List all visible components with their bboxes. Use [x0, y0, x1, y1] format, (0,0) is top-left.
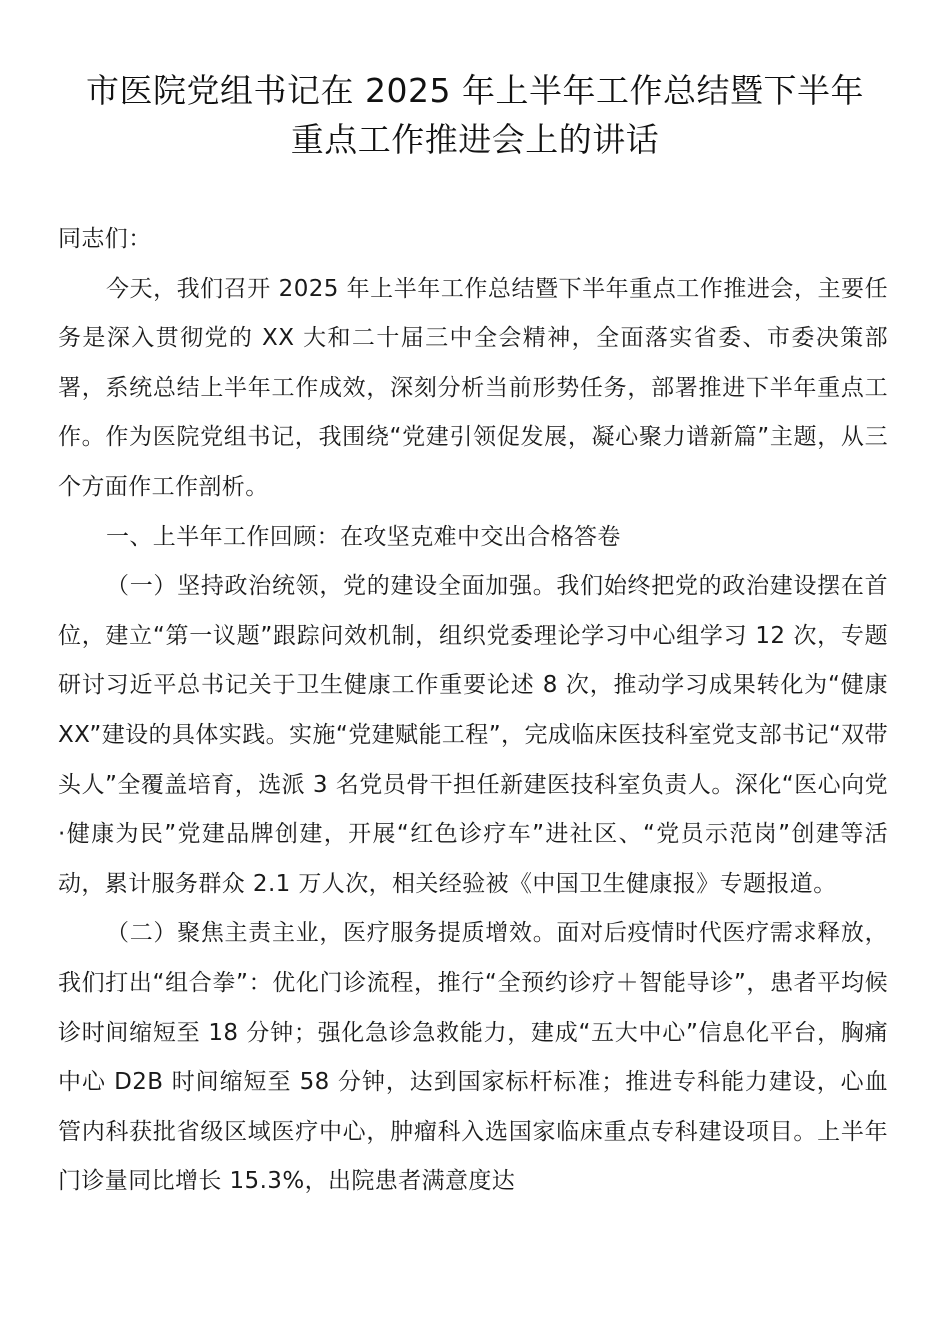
document-title — [40, 66, 910, 164]
section-heading-1: 一、上半年工作回顾：在攻坚克难中交出合格答卷 — [106, 523, 621, 550]
salutation: 同志们： — [58, 226, 152, 252]
paragraph-medical-service: （二）聚焦主责主业，医疗服务提质增效。面对后疫情时代医疗需求释放，我们打出“组合拳”：优化门诊流程，推行“全预约诊疗＋智能导诊”，患者平均候诊时间缩短至 18 分钟；强化急诊急救能力，建成“五大中心”信息化平台，胸痛中心 D2B 时间缩短至 58 分钟，达到国家标杆标准；推进专科能力建设，心血管内科获批省级区域医疗中心，肿瘤科入选国家临床重点专科建设项目。上半年门诊量同比增长 15.3%，出院患者满意度达 — [58, 920, 888, 1195]
paragraph-intro: 今天，我们召开 2025 年上半年工作总结暨下半年重点工作推进会，主要任务是深入贯彻党的 XX 大和二十届三中全会精神，全面落实省委、市委决策部署，系统总结上半年工作成效，深刻分析当前形势任务，部署推进下半年重点工作。作为医院党组书记，我围绕“党建引领促发展，凝心聚力谱新篇”主题，从三个方面作工作剖析。 — [58, 275, 888, 500]
title-line-1: 市医院党组书记在 2025 年上半年工作总结暨下半年 — [86, 71, 864, 110]
title-line-2: 重点工作推进会上的讲话 — [290, 120, 660, 159]
document-body — [58, 215, 888, 1207]
paragraph-party-building: （一）坚持政治统领，党的建设全面加强。我们始终把党的政治建设摆在首位，建立“第一议题”跟踪问效机制，组织党委理论学习中心组学习 12 次，专题研讨习近平总书记关于卫生健康工作重要论述 8 次，推动学习成果转化为“健康 XX”建设的具体实践。实施“党建赋能工程”，完成临床医技科室党支部书记“双带头人”全覆盖培育，选派 3 名党员骨干担任新建医技科室负责人。深化“医心向党·健康为民”党建品牌创建，开展“红色诊疗车”进社区、“党员示范岗”创建等活动，累计服务群众 2.1 万人次，相关经验被《中国卫生健康报》专题报道。 — [58, 573, 888, 897]
